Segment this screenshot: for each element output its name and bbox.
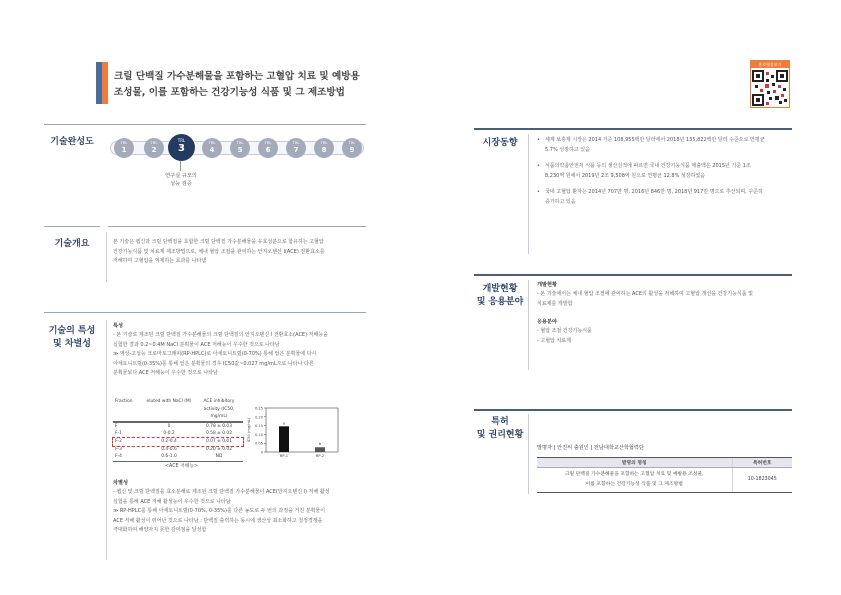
table-header: Fraction eluted with NaCl (M) ACE inhibitory activity (IC50, mg/mL) xyxy=(115,399,235,420)
y-tick-label: 0 xyxy=(260,450,263,455)
trl-level-9: TRL 9 xyxy=(342,138,362,158)
y-axis-label: IC50 (mg/mL) xyxy=(247,417,251,443)
section-maturity-title: 기술완성도 xyxy=(50,137,94,147)
chart-frame xyxy=(266,408,338,452)
section-patent-title: 특허 및 권리현황 xyxy=(476,417,524,440)
diff-line: 실험을 통해 ACE 저해 활성능이 우수한 것으로 나타남 xyxy=(113,498,231,505)
trl-level-2: TRL 2 xyxy=(144,138,164,158)
divider-maturity xyxy=(44,124,366,125)
divider-overview xyxy=(108,226,366,227)
patent-inventor-applicant: 발명자 | 안진씨 출원인 | 전남대학교산학협력단 xyxy=(537,445,644,451)
qr-code-icon xyxy=(752,70,788,106)
dev-app-heading: 응용분야 xyxy=(537,319,558,325)
trait-line: - 본 기술로 제조된 크릴 단백질 가수분해물의 크릴 단백질의 안지오텐신 I 전환효소(ACE) 저해능을 xyxy=(113,332,328,338)
patent-table-header xyxy=(537,458,792,468)
patent-col-number: 특허번호 xyxy=(732,458,792,468)
section-dev-title: 개발현황 및 응용분야 xyxy=(476,284,524,307)
trait-line: ≫ 역상-고성능 크로마토그래피(RP-HPLC)로 아세토니트릴(0-70%) 통해 얻은 분획물에 다시 xyxy=(113,351,317,357)
figure-caption: <ACE 저해능> xyxy=(165,464,199,469)
y-tick-label: 0.15 xyxy=(254,424,263,429)
diff-line: ACE 저해 활성이 뛰어난 것으로 나타남 : 단백질 출력하는 동시에 생산성 최소화하고 청정경쟁을 xyxy=(113,517,323,524)
section-overview-title: 기술개요 xyxy=(54,239,90,249)
divider-dev xyxy=(474,274,792,276)
features-diff xyxy=(113,479,367,536)
divider-market xyxy=(474,128,792,130)
patent-table xyxy=(537,457,792,493)
page-title-line2: 조성물, 이를 포함하는 건강기능성 식품 및 그 제조방법 xyxy=(114,87,345,98)
x-tick-label: RP-2 xyxy=(315,454,325,458)
trl-level-4: TRL 4 xyxy=(202,138,222,158)
overview-rule xyxy=(106,232,107,282)
page-title-line1: 크릴 단백질 가수분해물을 포함하는 고혈압 치료 및 예방용 xyxy=(114,71,360,82)
table-row: F-4 0.6-1.0 ND xyxy=(113,453,243,462)
trl-level-6: TRL 6 xyxy=(258,138,278,158)
patent-name: 크릴 단백질 가수분해물을 포함하는 고혈압 치료 및 예방용 조성물, 이를 포함하는 건강기능성 식품 및 그 제조방법 xyxy=(537,468,732,493)
diff-heading: 차별성 xyxy=(113,480,129,486)
features-rule xyxy=(106,320,107,560)
page-title xyxy=(114,69,394,101)
features-trait xyxy=(113,322,367,379)
section-features-title: 기술의 특성 및 차별성 xyxy=(48,326,96,349)
market-item: • 세계 보충제 시장은 2014 기준 108,955백만 달러에서 2018년 135,822백만 달러 수준으로 연평균 5.7% 성장하고 있음 xyxy=(537,137,765,153)
dev-status-line: 치료제를 개발함 xyxy=(537,300,573,307)
market-list xyxy=(537,135,792,207)
trl-note: 연구실 규모의 성능 검증 xyxy=(165,173,197,187)
patent-col-name: 발명의 명칭 xyxy=(537,458,732,468)
trl-pointer xyxy=(180,161,181,171)
dev-app-line: - 고혈압 치료제 xyxy=(537,337,571,344)
trl-level-3-current: TRL 3 xyxy=(168,134,195,161)
trait-line: 아세토니트릴(0-35%)를 통해 얻은 분획물의 경우 IC50값~0.027 mg/mL으로 나타나 다른 xyxy=(113,360,314,367)
table-row: F 0 0.78 ± 0.03 xyxy=(115,423,233,429)
diff-line: ≫ RP-HPLC를 통해 아세토니트릴(0-70%, 0-35%)를 다른 농도로 두 번의 과정을 거친 분획물이 xyxy=(113,508,326,514)
dev-status-line: - 본 기술에서는 체내 혈압 조절에 관여하는 ACE의 활성을 저해하여 고혈압 개선을 건강기능식품 및 xyxy=(537,291,753,297)
overview-text: 본 기술은 펩신과 크릴 단백질을 효합한 크릴 단백질 가수분해물을 유효성분으로 함유하는 고혈압 건강기능식품 및 치료제 제조방법으로, 체내 혈압 조절을 관여하는 안지오텐신 I(ACE) 전환효소를 저해하여 고혈압을 억제하는 효과를 나타냄 xyxy=(113,239,325,264)
table-row: F-1 0-0.2 0.58 ± 0.02 xyxy=(115,431,233,437)
chart-bar xyxy=(315,447,325,452)
y-tick-label: 0.25 xyxy=(254,406,263,411)
title-accent-orange xyxy=(102,62,108,104)
dev-rule xyxy=(528,280,529,370)
promo-video-qr[interactable] xyxy=(750,60,790,108)
market-item: • 식품의약품안전처 식품 등의 생산실적에 따르면 국내 건강기능식품 매출액은 2015년 기준 1조 8,230억 원에서 2019년 2조 9,508억 원으로 연평균 12.8% 성장하였음 xyxy=(537,163,751,179)
trl-level-1: TRL 1 xyxy=(114,138,134,158)
trait-line: 실험한 결과 0.2~0.4M NaCl 분획물이 ACE 저해능이 우수한 것으로 나타남 xyxy=(113,341,280,348)
trl-scale xyxy=(108,133,366,163)
dev-block xyxy=(537,281,792,346)
ace-fraction-table xyxy=(113,398,243,462)
trait-line: 분획물보다 ACE 저해능이 우수한 것으로 나타남 xyxy=(113,370,218,376)
patent-rule xyxy=(528,414,529,494)
divider-features xyxy=(44,312,366,313)
diff-line: - 펩신 및 크릴 단백질을 효소분해로 제조된 크릴 단백질 가수분해물이 ACE(안지오텐신 I) 저해 활성 xyxy=(113,489,330,495)
bar-data-label: b xyxy=(318,442,322,447)
table-row-highlighted: F-2 0.2-0.4 0.07 ± 0.01 xyxy=(113,438,243,446)
ace-bar-chart xyxy=(246,404,344,462)
trl-level-5: TRL 5 xyxy=(230,138,250,158)
trl-level-7: TRL 7 xyxy=(286,138,306,158)
y-tick-label: 0.20 xyxy=(254,415,263,420)
table-row: F-3 0.4-0.6 0.20 ± 0.02 xyxy=(115,446,233,452)
trait-heading: 특성 xyxy=(113,323,124,329)
bar-data-label: a xyxy=(282,421,286,426)
dev-status-heading: 개발현황 xyxy=(537,282,558,288)
x-tick-label: RP-1 xyxy=(279,454,289,458)
trl-level-8: TRL 8 xyxy=(314,138,334,158)
diff-line: 극대화하여 해양자지 못한 감미점을 달성함 xyxy=(113,527,207,533)
section-market-title: 시장동향 xyxy=(482,138,518,148)
patent-number: 10-1823045 xyxy=(732,468,792,493)
y-tick-label: 0.05 xyxy=(254,441,263,446)
market-item: • 국내 고혈압 환자는 2014년 707만 명, 2016년 846만 명, 2018년 917만 명으로 추산되며, 꾸준히 증가하고 있음 xyxy=(537,189,763,205)
divider-patent xyxy=(474,409,792,411)
table-row xyxy=(537,468,792,493)
qr-label: 홍보영상보기 xyxy=(751,61,789,68)
y-tick-label: 0.10 xyxy=(254,432,263,437)
chart-bar xyxy=(279,426,289,452)
divider-overview-left xyxy=(44,226,100,227)
dev-app-line: - 혈압 조절 건강기능식품 xyxy=(537,328,592,334)
market-rule xyxy=(528,134,529,254)
